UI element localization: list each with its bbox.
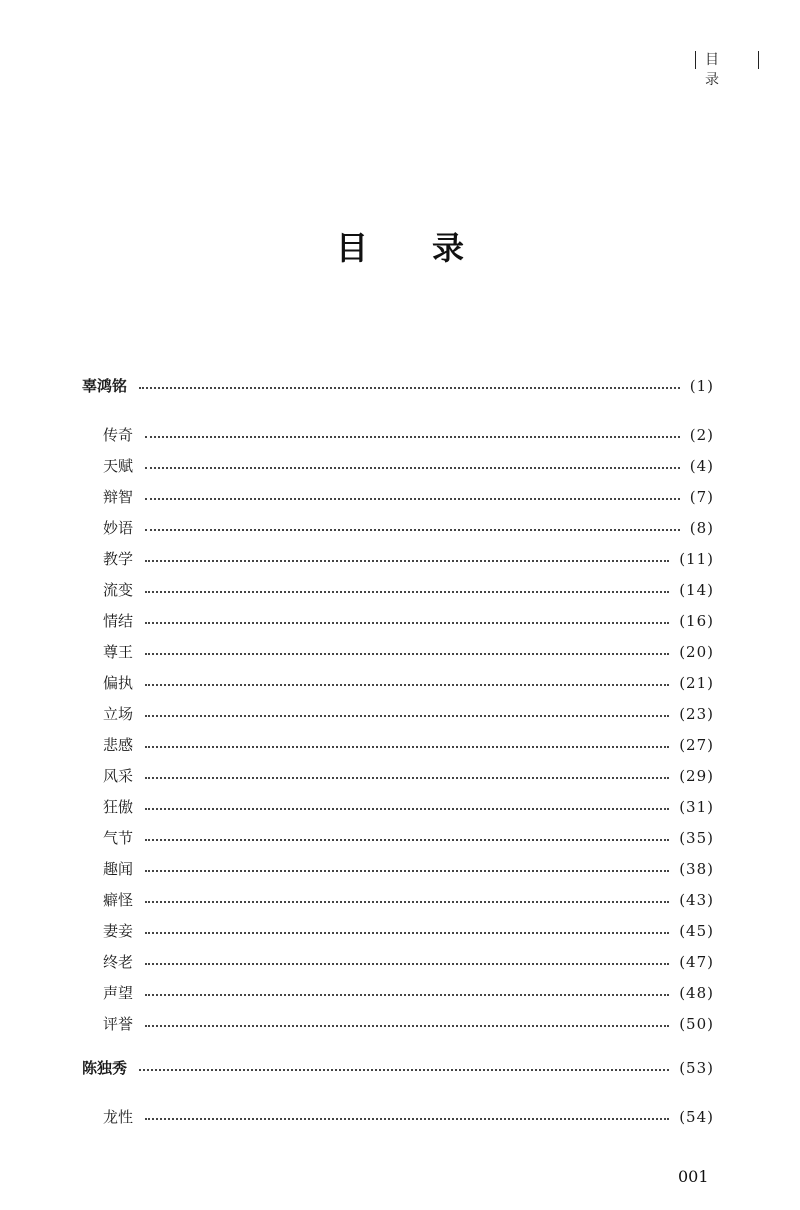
toc-entry-label: 声望 — [103, 984, 134, 1002]
toc-entry-page: (31) — [679, 798, 714, 816]
toc-leader-dots — [145, 467, 680, 469]
toc-section-entry — [0, 888, 800, 912]
toc-section-entry — [0, 857, 800, 881]
toc-leader-dots — [145, 622, 669, 624]
toc-section-entry — [0, 795, 800, 819]
toc-section-entry — [0, 671, 800, 695]
toc-leader-dots — [145, 777, 669, 779]
toc-section-entry — [0, 919, 800, 943]
toc-entry-page: (27) — [679, 736, 714, 754]
toc-section-entry — [0, 640, 800, 664]
toc-leader-dots — [145, 498, 680, 500]
toc-entry-page: (35) — [679, 829, 714, 847]
toc-entry-label: 教学 — [103, 550, 134, 568]
toc-leader-dots — [145, 1025, 669, 1027]
toc-entry-page: (16) — [679, 612, 714, 630]
toc-entry-label: 妙语 — [103, 519, 134, 537]
toc-entry-page: (4) — [689, 457, 714, 475]
toc-entry-label: 评誉 — [103, 1015, 134, 1033]
toc-entry-page: (45) — [679, 922, 714, 940]
toc-entry-label: 陈独秀 — [82, 1059, 128, 1077]
toc-entry-page: (47) — [679, 953, 714, 971]
toc-entry-page: (1) — [689, 377, 714, 395]
toc-chapter-entry — [0, 1056, 800, 1080]
toc-entry-page: (54) — [679, 1108, 714, 1126]
toc-leader-dots — [145, 839, 669, 841]
toc-entry-page: (21) — [679, 674, 714, 692]
toc-entry-label: 气节 — [103, 829, 134, 847]
toc-leader-dots — [145, 932, 669, 934]
toc-section-entry — [0, 516, 800, 540]
toc-leader-dots — [145, 963, 669, 965]
toc-entry-page: (53) — [679, 1059, 714, 1077]
toc-entry-label: 狂傲 — [103, 798, 134, 816]
toc-entry-label: 立场 — [103, 705, 134, 723]
toc-entry-label: 悲感 — [103, 736, 134, 754]
toc-section-entry — [0, 702, 800, 726]
toc-section-entry — [0, 733, 800, 757]
toc-entry-page: (8) — [689, 519, 714, 537]
toc-section-entry — [0, 1105, 800, 1129]
toc-entry-label: 情结 — [103, 612, 134, 630]
toc-entry-page: (50) — [679, 1015, 714, 1033]
toc-leader-dots — [145, 870, 669, 872]
toc-entry-page: (23) — [679, 705, 714, 723]
toc-leader-dots — [145, 715, 669, 717]
running-header-text: 目 录 — [705, 52, 733, 88]
toc-leader-dots — [145, 591, 669, 593]
toc-section-entry — [0, 609, 800, 633]
toc-section-entry — [0, 454, 800, 478]
toc-entry-label: 辜鸿铭 — [82, 377, 128, 395]
toc-entry-label: 妻妾 — [103, 922, 134, 940]
toc-leader-dots — [145, 1118, 669, 1120]
toc-leader-dots — [139, 1069, 669, 1071]
toc-chapter-entry — [0, 374, 800, 398]
toc-entry-page: (14) — [679, 581, 714, 599]
toc-section-entry — [0, 981, 800, 1005]
toc-section-entry — [0, 423, 800, 447]
toc-entry-page: (43) — [679, 891, 714, 909]
toc-leader-dots — [145, 653, 669, 655]
toc-entry-label: 趣闻 — [103, 860, 134, 878]
toc-entry-page: (38) — [679, 860, 714, 878]
toc-leader-dots — [145, 684, 669, 686]
toc-entry-label: 流变 — [103, 581, 134, 599]
toc-section-entry — [0, 578, 800, 602]
toc-section-entry — [0, 764, 800, 788]
toc-entry-label: 尊王 — [103, 643, 134, 661]
toc-entry-label: 传奇 — [103, 426, 134, 444]
toc-entry-label: 辩智 — [103, 488, 134, 506]
toc-entry-label: 天赋 — [103, 457, 134, 475]
toc-entry-label: 偏执 — [103, 674, 134, 692]
toc-entry-page: (29) — [679, 767, 714, 785]
toc-entry-page: (48) — [679, 984, 714, 1002]
toc-section-entry — [0, 950, 800, 974]
toc-leader-dots — [145, 529, 680, 531]
toc-leader-dots — [145, 808, 669, 810]
toc-leader-dots — [139, 387, 680, 389]
toc-leader-dots — [145, 994, 669, 996]
toc-entry-page: (20) — [679, 643, 714, 661]
toc-entry-page: (2) — [689, 426, 714, 444]
page-number: 001 — [678, 1167, 709, 1186]
toc-entry-page: (11) — [679, 550, 714, 568]
toc-entry-page: (7) — [689, 488, 714, 506]
toc-entry-label: 风采 — [103, 767, 134, 785]
toc-leader-dots — [145, 560, 669, 562]
page-title: 目录 — [335, 229, 528, 267]
toc-section-entry — [0, 485, 800, 509]
toc-section-entry — [0, 826, 800, 850]
toc-section-entry — [0, 547, 800, 571]
toc-entry-label: 龙性 — [103, 1108, 134, 1126]
toc-leader-dots — [145, 901, 669, 903]
toc-section-entry — [0, 1012, 800, 1036]
toc-leader-dots — [145, 746, 669, 748]
toc-entry-label: 癖怪 — [103, 891, 134, 909]
toc-leader-dots — [145, 436, 680, 438]
toc-entry-label: 终老 — [103, 953, 134, 971]
